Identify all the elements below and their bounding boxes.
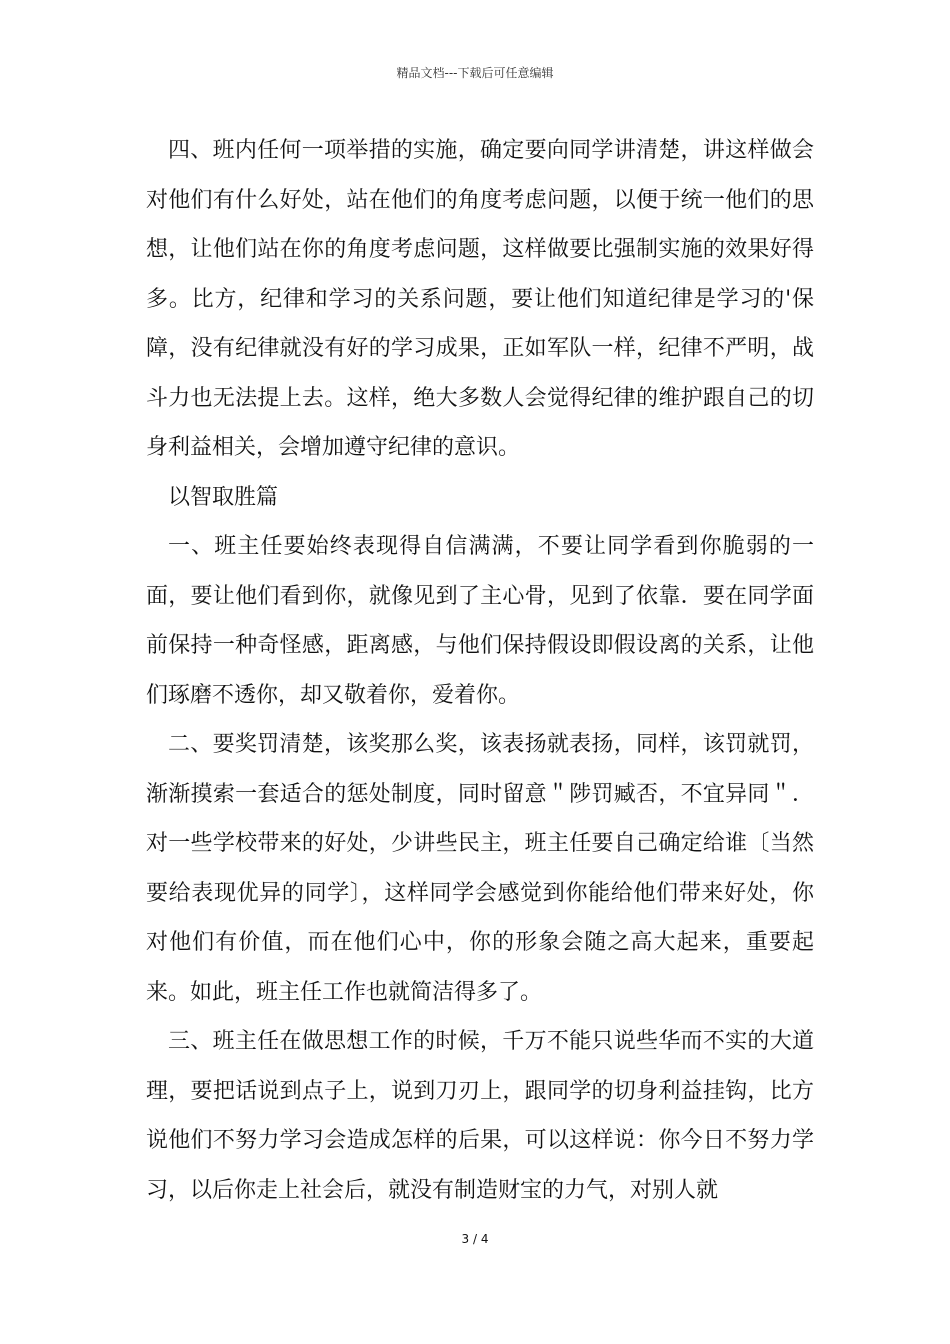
paragraph-1: 一、班主任要始终表现得自信满满，不要让同学看到你脆弱的一面，要让他们看到你，就像见到了主心骨，见到了依靠．要在同学面前保持一种奇怪感，距离感，与他们保持假设即假设离的关系，让他们琢磨不透你，却又敬着你，爱着你。	[146, 534, 814, 708]
paragraph-4: 四、班内任何一项举措的实施，确定要向同学讲清楚，讲这样做会对他们有什么好处，站在他们的角度考虑问题，以便于统一他们的思想，让他们站在你的角度考虑问题，这样做要比强制实施的效果好得多。比方，纪律和学习的关系问题，要让他们知道纪律是学习的'保障，没有纪律就没有好的学习成果，正如军队一样，纪律不严明，战斗力也无法提上去。这样，绝大多数人会觉得纪律的维护跟自己的切身利益相关，会增加遵守纪律的意识。	[146, 138, 814, 460]
document-body	[146, 126, 814, 1215]
section-heading: 以智取胜篇	[168, 484, 279, 510]
paragraph-2: 二、要奖罚清楚，该奖那么奖，该表扬就表扬，同样，该罚就罚，渐渐摸索一套适合的惩处制度，同时留意＂陟罚臧否，不宜异同＂．对一些学校带来的好处，少讲些民主，班主任要自己确定给谁〔当然要给表现优异的同学〕，这样同学会感觉到你能给他们带来好处，你对他们有价值，而在他们心中，你的形象会随之高大起来，重要起来。如此，班主任工作也就简洁得多了。	[146, 732, 814, 1005]
page-number: 3 / 4	[461, 1232, 489, 1246]
paragraph-3: 三、班主任在做思想工作的时候，千万不能只说些华而不实的大道理，要把话说到点子上，说到刀刃上，跟同学的切身利益挂钩，比方说他们不努力学习会造成怎样的后果，可以这样说：你今日不努力学习，以后你走上社会后，就没有制造财宝的力气，对别人就	[146, 1029, 814, 1203]
page-header: 精品文档---下载后可任意编辑	[396, 66, 554, 80]
